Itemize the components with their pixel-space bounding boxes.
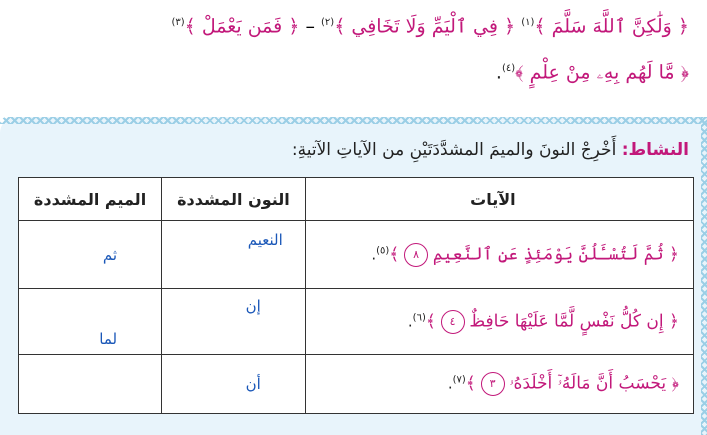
noon-answer-cell [162, 289, 306, 355]
noon-answer-cell [162, 221, 306, 289]
activity-label: النشاط: [621, 140, 689, 160]
footnote-ref-1: (١) [521, 17, 535, 28]
exercise-line-2 [9, 46, 689, 92]
verse-period: . [371, 245, 377, 263]
quran-phrase-3: ﴿ فَمَن يَعْمَلْ ﴾ [184, 15, 300, 38]
activity-table [18, 177, 694, 414]
table-row [19, 289, 694, 355]
verse-close-bracket: ﴾ [389, 244, 400, 264]
verse-close-bracket: ﴾ [465, 373, 476, 394]
table-row [19, 221, 694, 289]
meem-answer: ثم [102, 245, 118, 264]
activity-instruction-text: أَخْرِجْ النونَ والميمَ المشدَّدَتَيْنِ من الآياتِ الآتيةِ: [291, 140, 617, 160]
ayah-number-icon: ٣ [481, 372, 505, 396]
quran-phrase-4: ﴿ مَّا لَهُم بِهِۦ مِنْ عِلْمٍ ﴾ [515, 61, 689, 84]
verse-text: ﴿ إِن كُلُّ نَفْسٍ لَّمَّا عَلَيْهَا حَافِظٌ [469, 311, 679, 331]
verse-ref: (٥) [376, 245, 390, 256]
activity-box [0, 117, 707, 435]
table-row [19, 355, 694, 414]
meem-answer-cell [19, 289, 162, 355]
verse-period: . [447, 374, 453, 393]
quran-phrase-1: ﴿ وَلَٰكِنَّ ٱللَّهَ سَلَّمَ ﴾ [534, 15, 689, 38]
quran-phrase-2: ﴿ فِي ٱلْيَمِّ وَلَا تَخَافِي ﴾ [334, 15, 516, 38]
verse-ref: (٧) [452, 374, 466, 386]
noon-answer-cell [162, 355, 306, 414]
meem-answer: لما [99, 330, 118, 348]
meem-answer-cell [19, 355, 162, 414]
footnote-ref-2: (٢) [321, 17, 335, 28]
verse-close-bracket: ﴾ [425, 311, 436, 331]
dash-separator: – [305, 15, 315, 38]
noon-answer: النعيم [247, 231, 283, 249]
noon-answer: أن [245, 375, 261, 393]
verse-cell [305, 221, 693, 289]
header-noon: النون المشددة [162, 178, 306, 221]
ayah-number-icon: ٨ [404, 243, 428, 267]
verse-cell [305, 355, 693, 414]
footnote-ref-4: (٤) [501, 63, 516, 74]
meem-answer-cell [19, 221, 162, 289]
verse-ref: (٦) [412, 312, 426, 323]
verse-text: ﴿ يَحْسَبُ أَنَّ مَالَهُۥٓ أَخْلَدَهُۥ [509, 373, 679, 394]
exercise-line-1 [9, 0, 689, 46]
verse-text: ﴿ ثُمَّ لَتُسْـَٔلُنَّ يَوْمَئِذٍ عَنِ ٱلنَّعِيمِ [432, 244, 679, 264]
verse-cell [305, 289, 693, 355]
header-verses: الآيات [305, 178, 693, 221]
header-meem: الميم المشددة [19, 178, 162, 221]
noon-answer: إن [245, 297, 261, 315]
activity-instruction [292, 140, 689, 160]
footnote-ref-3: (٣) [171, 17, 185, 28]
line-period: . [495, 61, 502, 84]
table-header-row [19, 178, 694, 221]
verse-period: . [407, 312, 413, 330]
exercise-text [9, 0, 689, 92]
ayah-number-icon: ٤ [441, 310, 465, 334]
